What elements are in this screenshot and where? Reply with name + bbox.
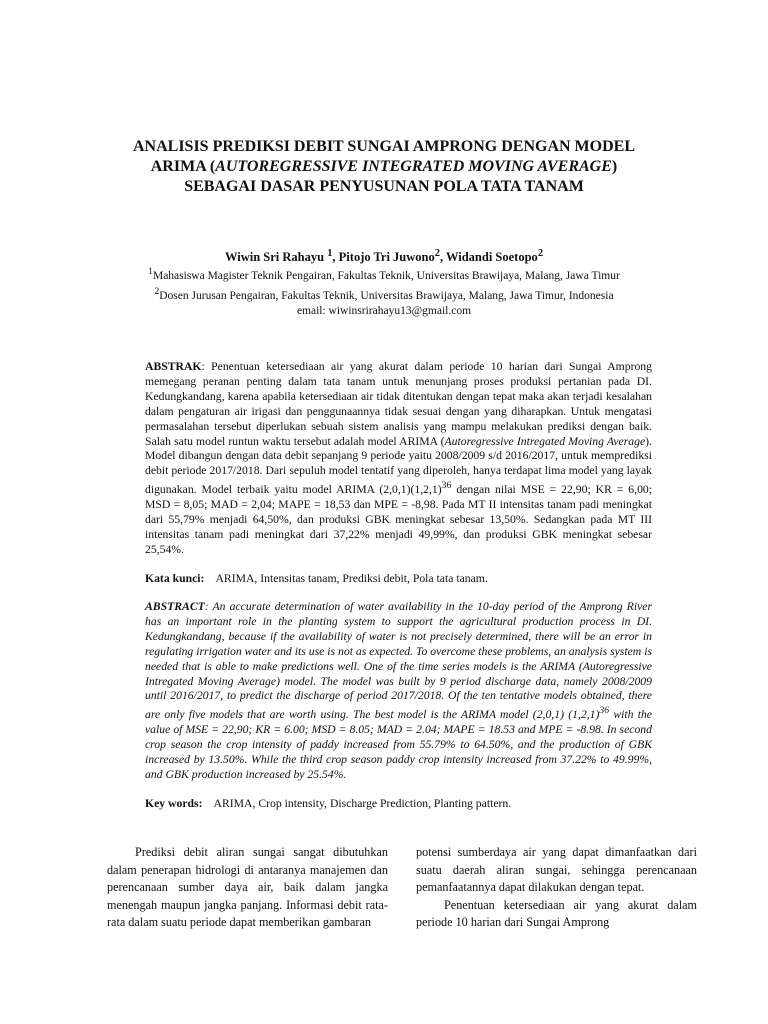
body-paragraph: potensi sumberdaya air yang dapat dimanfaatkan dari suatu daerah aliran sungai, sehingga perencanaan pemanfaatannya dapat dilakukan dengan tepat. xyxy=(416,845,697,895)
key-words xyxy=(145,796,652,811)
author-name: Widandi Soetopo xyxy=(445,250,538,265)
kata-kunci-text: ARIMA, Intensitas tanam, Prediksi debit, Pola tata tanam. xyxy=(215,572,488,585)
affiliation-line xyxy=(100,284,668,304)
kata-kunci-label: Kata kunci: xyxy=(145,572,205,585)
abstract-superscript: 36 xyxy=(599,705,610,717)
body-paragraph: Penentuan ketersediaan air yang akurat dalam periode 10 harian dari Sungai Amprong xyxy=(416,897,697,930)
author-name: Pitojo Tri Juwono xyxy=(338,250,435,265)
abstrak-text-3: dengan nilai MSE = 22,90; KR = 6,00; MSD = 8,05; MAD = 2,04; MAPE = 18,53 dan MPE = -8,98. Pada MT II intensitas tanam padi meningkat dari 55,79% menjadi 64,50%, dan produksi GBK meningkat sebesar 13,50%. Sedangkan pada MT III intensitas tanam padi meningkat dari 37,22% menjadi 49,99%, dan produksi GBK meningkat sebesar 25,54%. xyxy=(145,483,653,556)
abstrak-text-1: : Penentuan ketersediaan air yang akurat dalam periode 10 harian dari Sungai Amprong memegang peranan penting dalam tata tanam untuk menunjang proses produksi pertanian pada DI. Kedungkandang, karena apabila ketersediaan air tidak ditentukan dengan tepat maka akan terjadi kesalahan dalam pengaturan air irigasi dan penggunaannya tidak sesuai dengan yang diharapkan. Untuk mengatasi permasalahan tersebut diperlukan sebuah sistem analisis yang mampu melakukan prediksi dengan baik. Salah satu model runtun waktu tersebut adalah model ARIMA ( xyxy=(145,360,652,448)
email-line: email: wiwinsrirahayu13@gmail.com xyxy=(296,304,472,317)
title-line-2-suffix: ) xyxy=(611,158,618,175)
affiliation-mark: 1 xyxy=(148,266,153,277)
abstract-text-2: with the value of MSE = 22,90; KR = 6.00; MSD = 8.05; MAD = 2.04; MAPE = 18.53 and MPE = -8.98. In second crop season the crop intensity of paddy increased from 55.79% to 64.50%, and the production of GBK increased by 13.50%. While the third crop season paddy crop intensity increased from 37.22% to 49.99%, and GBK production increased by 25.54%. xyxy=(145,708,652,781)
title-line-2 xyxy=(100,157,668,177)
title-line-2-italic: AUTOREGRESSIVE INTEGRATED MOVING AVERAGE xyxy=(215,158,612,175)
abstrak-text-2: ). Model dibangun dengan data debit sepanjang 9 periode yaitu 2008/2009 s/d 2016/2017, untuk memprediksi debit periode 2017/2018. Dari sepuluh model tentatif yang diperoleh, hanya terdapat lima model yang layak digunakan. Model terbaik yaitu model ARIMA (2,0,1)(1,2,1) xyxy=(145,434,652,497)
author-affiliation-mark: 1 xyxy=(327,248,333,259)
paper-title xyxy=(100,137,668,197)
abstrak-text-italic: Autoregressive Intregated Moving Average xyxy=(444,434,646,448)
body-column-right xyxy=(416,844,697,932)
affiliation-block xyxy=(100,264,668,319)
abstract-section xyxy=(145,600,652,783)
abstract-text-1: : An accurate determination of water availability in the 10-day period of the Amprong River has an important role in the planting system to support the agricultural production process in DI. Kedungkandang, because if the availability of water is not precisely determined, there will be an error in regulating irrigation water and its use is not as expected. To overcome these problems, an analysis system is needed that is able to make predictions well. One of the time series models is the ARIMA (Autoregressive Intregated Moving Average) model. The model was built by 9 period discharge data, namely 2008/2009 until 2016/2017, to predict the discharge of period 2017/2018. Of the ten tentative models obtained, there are only five models that are worth using. The best model is the ARIMA model (2,0,1) (1,2,1) xyxy=(145,600,652,722)
abstrak-label: ABSTRAK xyxy=(145,360,202,373)
key-words-text: ARIMA, Crop intensity, Discharge Prediction, Planting pattern. xyxy=(213,797,512,810)
body-column-left xyxy=(107,844,388,932)
author-name: Wiwin Sri Rahayu xyxy=(224,250,328,265)
kata-kunci xyxy=(145,571,652,586)
author-separator: , xyxy=(332,250,339,265)
key-words-label: Key words: xyxy=(145,797,203,810)
title-line-3: SEBAGAI DASAR PENYUSUNAN POLA TATA TANAM xyxy=(184,178,584,195)
affiliation-text: Mahasiswa Magister Teknik Pengairan, Fakultas Teknik, Universitas Brawijaya, Malang, Jawa Timur xyxy=(152,269,620,282)
affiliation-line xyxy=(100,264,668,284)
author-affiliation-mark: 2 xyxy=(434,248,440,259)
author-affiliation-mark: 2 xyxy=(537,248,544,259)
body-paragraph: Prediksi debit aliran sungai sangat dibutuhkan dalam penerapan hidrologi di antaranya manajemen dan perencanaan sumber daya air, baik dalam jangka menengah maupun jangka panjang. Informasi debit rata-rata dalam suatu periode dapat memberikan gambaran xyxy=(107,845,388,930)
abstract-label: ABSTRACT xyxy=(145,600,205,613)
affiliation-mark: 2 xyxy=(154,285,160,297)
abstrak-section xyxy=(145,360,652,558)
title-line-1: ANALISIS PREDIKSI DEBIT SUNGAI AMPRONG DENGAN MODEL xyxy=(132,138,635,155)
title-line-2-prefix: ARIMA ( xyxy=(150,158,216,175)
affiliation-text: Dosen Jurusan Pengairan, Fakultas Teknik, Universitas Brawijaya, Malang, Jawa Timur, Indonesia xyxy=(159,289,614,302)
author-separator: , xyxy=(439,250,446,265)
author-list xyxy=(100,246,668,265)
abstrak-superscript: 36 xyxy=(441,480,452,492)
